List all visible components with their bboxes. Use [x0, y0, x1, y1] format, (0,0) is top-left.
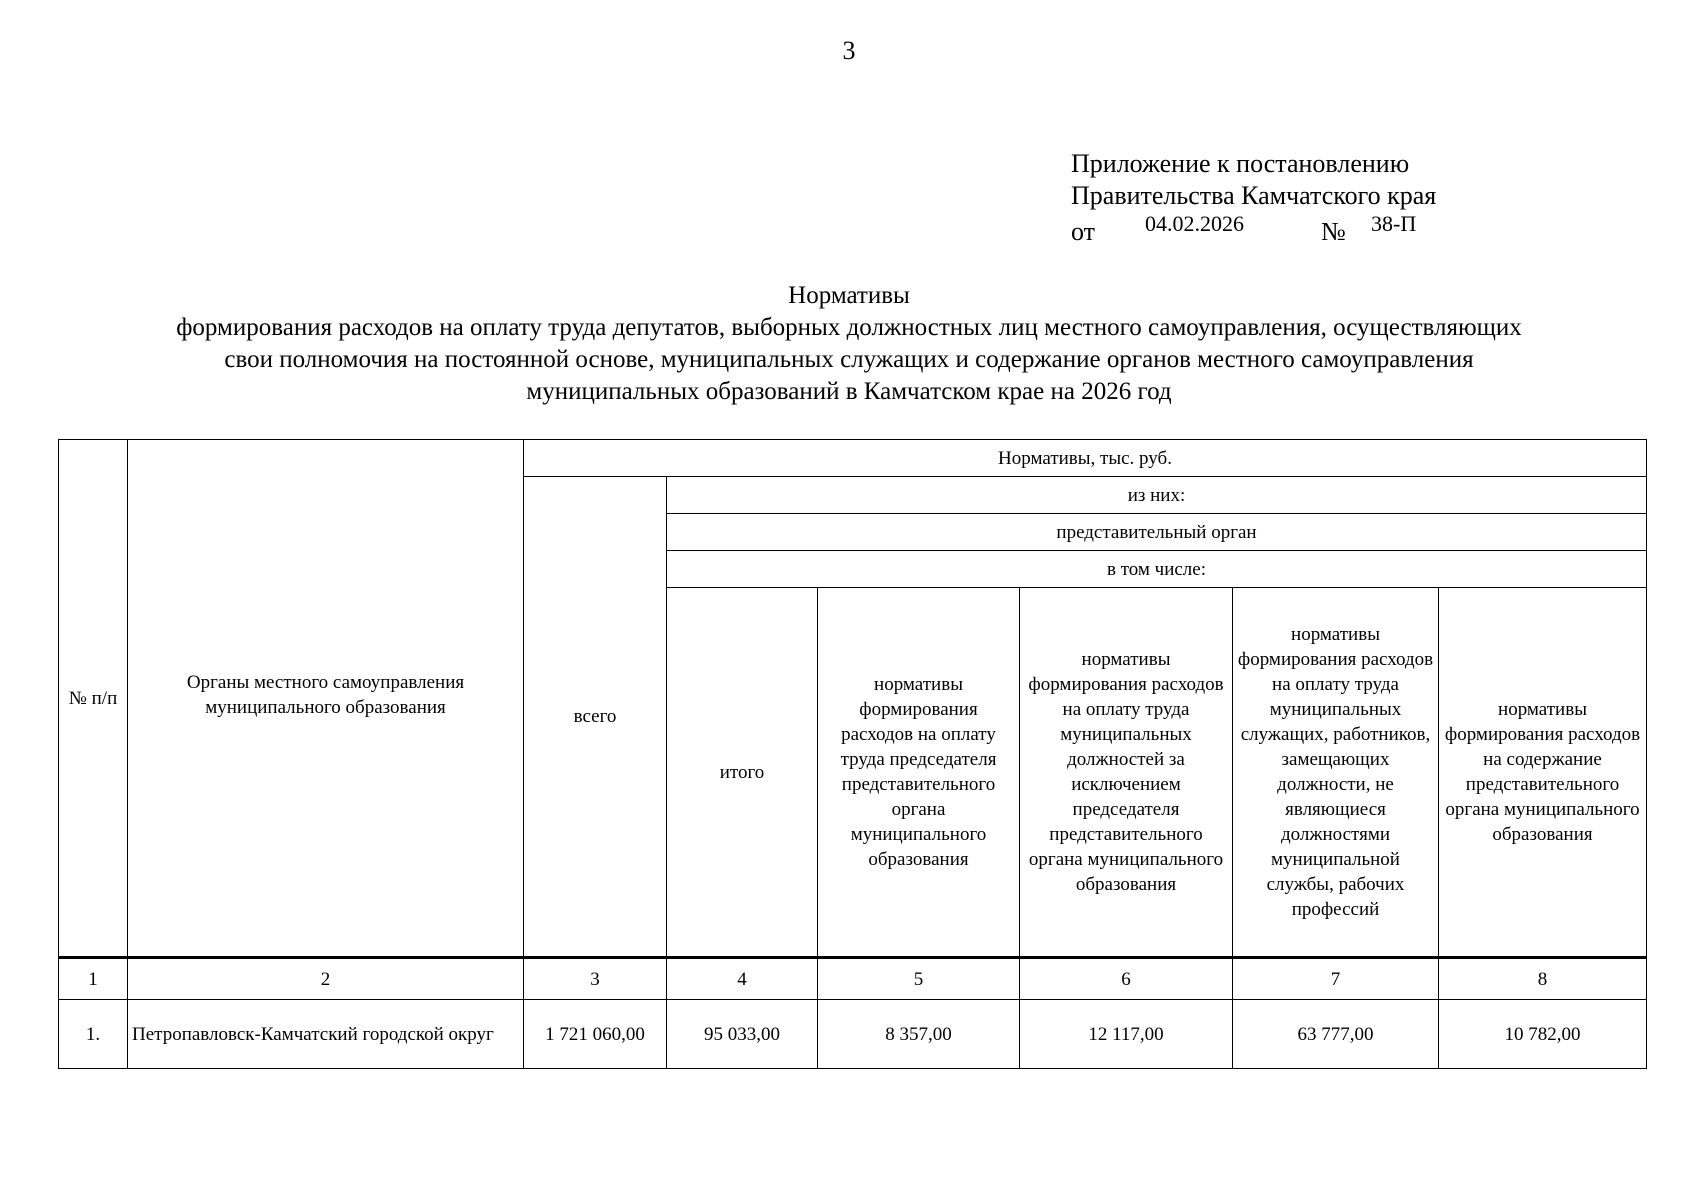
header-num: № п/п: [59, 440, 128, 958]
norms-table: [58, 439, 1647, 1069]
header-norms: Нормативы, тыс. руб.: [524, 440, 1647, 477]
row-num: 1.: [59, 1000, 128, 1069]
header-col5: нормативы формирования расходов на оплату труда председателя представительного органа муниципального образования: [818, 588, 1020, 958]
header-itogo: итого: [667, 588, 818, 958]
header-organ: Органы местного самоуправления муниципального образования: [128, 440, 524, 958]
header-col7: нормативы формирования расходов на оплату труда муниципальных служащих, работников, замещающих должности, не являющиеся должностями муниципальной службы, рабочих профессий: [1233, 588, 1439, 958]
column-number: 4: [667, 958, 818, 1000]
row-itogo: 95 033,00: [667, 1000, 818, 1069]
header-col8: нормативы формирования расходов на содержание представительного органа муниципального образования: [1439, 588, 1647, 958]
header-including: в том числе:: [667, 551, 1647, 588]
page-number: 3: [842, 36, 856, 65]
row-col5: 8 357,00: [818, 1000, 1020, 1069]
number-label: №: [1321, 217, 1346, 246]
title-line-1: формирования расходов на оплату труда депутатов, выборных должностных лиц местного самоуправления, осуществляющих: [176, 314, 1522, 341]
document-title: [40, 280, 1658, 408]
appendix-line-2: Правительства Камчатского края: [1071, 181, 1437, 210]
column-number: 7: [1233, 958, 1439, 1000]
title-line-3: муниципальных образований в Камчатском крае на 2026 год: [526, 378, 1172, 405]
row-name: Петропавловск-Камчатский городской округ: [128, 1000, 524, 1069]
resolution-number: 38-П: [1371, 211, 1417, 236]
title-heading: Нормативы: [788, 282, 910, 309]
column-number-row: [59, 958, 1647, 1000]
column-number: 8: [1439, 958, 1647, 1000]
row-col7: 63 777,00: [1233, 1000, 1439, 1069]
title-line-2: свои полномочия на постоянной основе, муниципальных служащих и содержание органов местного самоуправления: [224, 346, 1474, 373]
column-number: 5: [818, 958, 1020, 1000]
from-label: от: [1071, 217, 1096, 246]
row-total: 1 721 060,00: [524, 1000, 667, 1069]
header-of-which: из них:: [667, 477, 1647, 514]
appendix-block: [1071, 148, 1436, 244]
row-col6: 12 117,00: [1020, 1000, 1233, 1069]
table-row: [59, 1000, 1647, 1069]
appendix-date-row: [1071, 212, 1436, 244]
column-number: 6: [1020, 958, 1233, 1000]
header-total: всего: [524, 477, 667, 958]
header-col6: нормативы формирования расходов на оплату труда муниципальных должностей за исключением председателя представительного органа муниципального образования: [1020, 588, 1233, 958]
resolution-date: 04.02.2026: [1145, 211, 1244, 236]
column-number: 2: [128, 958, 524, 1000]
column-number: 1: [59, 958, 128, 1000]
row-col8: 10 782,00: [1439, 1000, 1647, 1069]
header-rep-body: представительный орган: [667, 514, 1647, 551]
appendix-line-1: Приложение к постановлению: [1071, 149, 1410, 178]
column-number: 3: [524, 958, 667, 1000]
